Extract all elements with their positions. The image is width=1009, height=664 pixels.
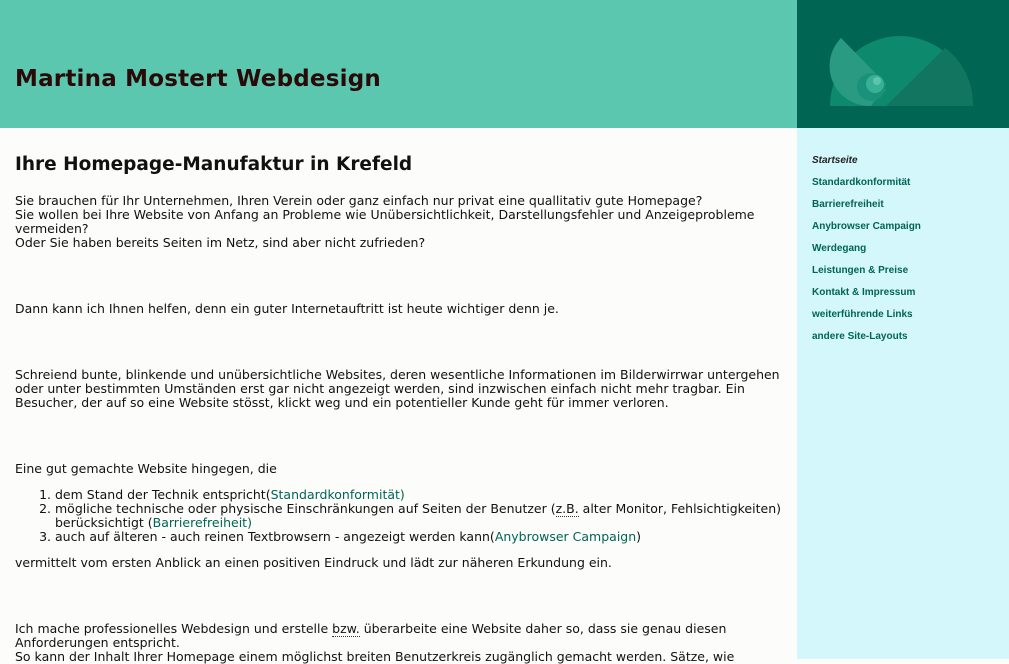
list-item-text: berücksichtigt ( xyxy=(55,515,153,530)
link-barrierefreiheit[interactable]: Barrierefreiheit) xyxy=(152,515,252,530)
prof-text-a: Ich mache professionelles Webdesign und erstelle xyxy=(15,621,333,636)
nav-item-links xyxy=(812,302,921,324)
prof-line-1 xyxy=(15,622,785,636)
nav-item-layouts xyxy=(812,324,921,346)
bunt-line-3: Besucher, der auf so eine Website stösst, klickt weg und ein potentieller Kunde geht für immer verloren. xyxy=(15,395,669,410)
nav-item-leistungen xyxy=(812,258,921,280)
prof-line-3: So kann der Inhalt Ihrer Homepage einem möglichst breiten Benutzerkreis zugänglich gemacht werden. Sätze, wie xyxy=(15,649,735,664)
nav-item-standardkonformitaet xyxy=(812,170,921,192)
list-item-text: ) xyxy=(636,529,642,544)
list-item xyxy=(55,502,785,530)
nav-item-kontakt xyxy=(812,280,921,302)
golden-spiral-logo-icon xyxy=(797,0,1009,128)
nav-link-leistungen[interactable]: Leistungen & Preise xyxy=(812,265,909,276)
list-item xyxy=(55,488,785,502)
prof-text-b: überarbeite eine Website daher so, dass sie genau diesen xyxy=(359,621,727,636)
logo xyxy=(797,0,1009,128)
intro-paragraph xyxy=(15,194,785,250)
gut-paragraph xyxy=(15,462,785,476)
prof-line-2: Anforderungen entspricht. xyxy=(15,635,180,650)
site-header xyxy=(0,0,797,128)
nav-link-layouts[interactable]: andere Site-Layouts xyxy=(812,331,908,342)
intro-line-3: Oder Sie haben bereits Seiten im Netz, sind aber nicht zufrieden? xyxy=(15,235,426,250)
nav-link-links[interactable]: weiterführende Links xyxy=(812,309,913,320)
intro-line-1: Sie brauchen für Ihr Unternehmen, Ihren Verein oder ganz einfach nur privat eine quallitativ gute Homepage? xyxy=(15,193,703,208)
sidebar xyxy=(797,128,1009,659)
prof-paragraph xyxy=(15,622,785,664)
nav-item-barrierefreiheit xyxy=(812,192,921,214)
nav-link-werdegang[interactable]: Werdegang xyxy=(812,243,867,254)
nav-link-standardkonformitaet[interactable]: Standardkonformität xyxy=(812,177,911,188)
link-standardkonformitaet[interactable]: Standardkonformität) xyxy=(270,487,405,502)
abbr-bzw: bzw. xyxy=(332,621,360,636)
bunt-line-2: oder unter bestimmten Umständen erst gar nicht angezeigt werden, sind inzwischen einfach nicht mehr tragbar. Ein xyxy=(15,381,745,396)
list-item-text: dem Stand der Technik entspricht( xyxy=(55,487,271,502)
feature-list-block xyxy=(15,488,785,544)
list-item-text: mögliche technische oder physische Einschränkungen auf Seiten der Benutzer ( xyxy=(55,501,556,516)
nav-link-barrierefreiheit[interactable]: Barrierefreiheit xyxy=(812,199,884,210)
vermittelt-text: vermittelt vom ersten Anblick an einen positiven Eindruck und lädt zur näheren Erkundung ein. xyxy=(15,555,612,570)
sidebar-nav xyxy=(812,148,921,346)
nav-link-anybrowser[interactable]: Anybrowser Campaign xyxy=(812,221,921,232)
feature-list xyxy=(15,488,785,544)
help-paragraph xyxy=(15,302,785,316)
link-anybrowser[interactable]: Anybrowser Campaign xyxy=(494,529,637,544)
vermittelt-paragraph xyxy=(15,556,785,570)
abbr-zb: z.B. xyxy=(555,501,579,516)
intro-line-2b: vermeiden? xyxy=(15,221,89,236)
bunt-paragraph xyxy=(15,368,785,410)
bunt-line-1: Schreiend bunte, blinkende und unübersichtliche Websites, deren wesentliche Informationen im Bilderwirrwar untergehen xyxy=(15,367,780,382)
gut-text: Eine gut gemachte Website hingegen, die xyxy=(15,461,277,476)
page-heading: Ihre Homepage-Manufaktur in Krefeld xyxy=(15,154,413,175)
list-item-text: auch auf älteren - auch reinen Textbrowsern - angezeigt werden kann( xyxy=(55,529,495,544)
nav-link-startseite[interactable]: Startseite xyxy=(812,155,858,166)
help-text: Dann kann ich Ihnen helfen, denn ein guter Internetauftritt ist heute wichtiger denn je. xyxy=(15,301,559,316)
nav-item-startseite xyxy=(812,148,921,170)
site-title: Martina Mostert Webdesign xyxy=(15,66,381,92)
nav-item-werdegang xyxy=(812,236,921,258)
list-item xyxy=(55,530,785,544)
list-item-text: alter Monitor, Fehlsichtigkeiten) xyxy=(578,501,781,516)
intro-line-2a: Sie wollen bei Ihre Website von Anfang an Probleme wie Unübersichtlichkeit, Darstellungsfehler und Anzeigeprobleme xyxy=(15,207,755,222)
nav-item-anybrowser xyxy=(812,214,921,236)
nav-link-kontakt[interactable]: Kontakt & Impressum xyxy=(812,287,916,298)
